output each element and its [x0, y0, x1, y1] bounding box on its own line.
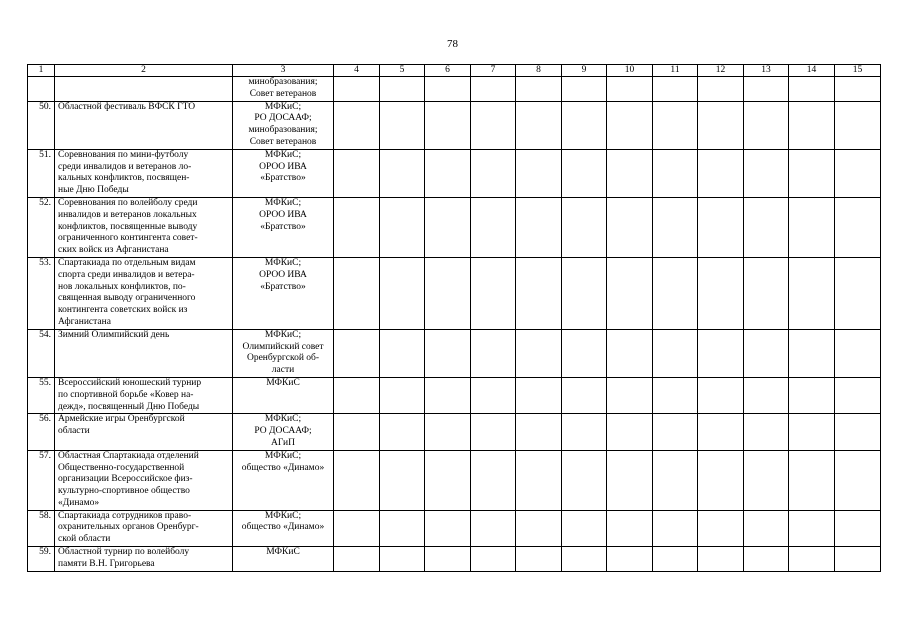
empty-cell-col-14: [789, 197, 835, 257]
row-number: 59.: [28, 547, 55, 572]
table-row: [28, 510, 881, 546]
organizer-cell: [233, 414, 334, 450]
empty-cell-col-8: [516, 197, 562, 257]
organizer-line: МФКиС;: [264, 510, 302, 521]
empty-cell-col-7: [471, 377, 516, 413]
empty-cell-col-15: [835, 257, 881, 329]
event-name-line: Соревнования по волейболу среди: [58, 197, 198, 208]
table-body: [28, 77, 881, 572]
empty-cell-col-12: [698, 377, 744, 413]
empty-cell-col-7: [471, 101, 516, 149]
organizer-line: общество «Динамо»: [241, 462, 325, 473]
empty-cell-col-12: [698, 197, 744, 257]
event-name-line: Армейские игры Оренбургской: [58, 414, 185, 425]
row-number: 55.: [28, 377, 55, 413]
organizer-line: Совет ветеранов: [249, 88, 317, 99]
column-header-1: 1: [28, 65, 55, 77]
event-name-cell: [55, 257, 233, 329]
empty-cell-col-12: [698, 450, 744, 510]
empty-cell-col-9: [562, 329, 607, 377]
empty-cell-col-12: [698, 329, 744, 377]
empty-cell-col-13: [744, 257, 789, 329]
event-name-line: по спортивной борьбе «Ковер на-: [58, 389, 194, 400]
empty-cell-col-4: [334, 149, 380, 197]
empty-cell-col-5: [380, 149, 425, 197]
organizer-line: «Братство»: [260, 173, 306, 184]
organizer-line: общество «Динамо»: [241, 522, 325, 533]
event-name-line: контингента советских войск из: [58, 305, 188, 316]
empty-cell-col-7: [471, 450, 516, 510]
empty-cell-col-8: [516, 547, 562, 572]
event-name-line: кальных конфликтов, посвящен-: [58, 173, 190, 184]
organizer-line: МФКиС;: [264, 329, 302, 340]
organizer-cell: [233, 77, 334, 102]
column-header-11: 11: [653, 65, 698, 77]
empty-cell-col-9: [562, 510, 607, 546]
empty-cell-col-11: [653, 510, 698, 546]
table-row: [28, 197, 881, 257]
empty-cell-col-7: [471, 257, 516, 329]
empty-cell-col-6: [425, 414, 471, 450]
organizer-line: МФКиС;: [264, 197, 302, 208]
column-header-9: 9: [562, 65, 607, 77]
event-name-cell: [55, 510, 233, 546]
column-header-5: 5: [380, 65, 425, 77]
empty-cell-col-8: [516, 329, 562, 377]
empty-cell-col-4: [334, 197, 380, 257]
column-header-3: 3: [233, 65, 334, 77]
empty-cell-col-15: [835, 197, 881, 257]
column-header-row: [28, 65, 881, 77]
empty-cell-col-9: [562, 77, 607, 102]
empty-cell-col-9: [562, 101, 607, 149]
table-row: [28, 450, 881, 510]
empty-cell-col-4: [334, 377, 380, 413]
event-name-cell: [55, 329, 233, 377]
organizer-line: МФКиС;: [264, 450, 302, 461]
column-header-8: 8: [516, 65, 562, 77]
empty-cell-col-10: [607, 149, 653, 197]
empty-cell-col-11: [653, 329, 698, 377]
organizer-line: ласти: [271, 365, 295, 376]
event-name-cell: [55, 197, 233, 257]
table-row: [28, 257, 881, 329]
empty-cell-col-5: [380, 77, 425, 102]
organizer-cell: [233, 377, 334, 413]
empty-cell-col-15: [835, 101, 881, 149]
empty-cell-col-14: [789, 257, 835, 329]
event-name-cell: [55, 101, 233, 149]
empty-cell-col-15: [835, 149, 881, 197]
organizer-line: Оренбургской об-: [246, 353, 320, 364]
empty-cell-col-4: [334, 77, 380, 102]
empty-cell-col-8: [516, 77, 562, 102]
empty-cell-col-10: [607, 329, 653, 377]
empty-cell-col-10: [607, 101, 653, 149]
organizer-line: МФКиС;: [264, 149, 302, 160]
empty-cell-col-12: [698, 257, 744, 329]
event-name-line: среди инвалидов и ветеранов ло-: [58, 161, 192, 172]
organizer-cell: [233, 510, 334, 546]
organizer-line: РО ДОСААФ;: [254, 113, 312, 124]
empty-cell-col-4: [334, 257, 380, 329]
organizer-cell: [233, 149, 334, 197]
empty-cell-col-10: [607, 510, 653, 546]
empty-cell-col-7: [471, 414, 516, 450]
empty-cell-col-15: [835, 377, 881, 413]
row-number: [28, 77, 55, 102]
empty-cell-col-8: [516, 450, 562, 510]
organizer-line: ОРОО ИВА: [259, 269, 307, 280]
event-name-line: Зимний Олимпийский день: [58, 329, 170, 340]
empty-cell-col-6: [425, 197, 471, 257]
event-name-line: Спартакиада сотрудников право-: [58, 510, 192, 521]
empty-cell-col-4: [334, 547, 380, 572]
empty-cell-col-6: [425, 450, 471, 510]
column-header-6: 6: [425, 65, 471, 77]
organizer-line: АГиП: [271, 437, 295, 448]
event-name-line: охранительных органов Оренбург-: [58, 522, 199, 533]
empty-cell-col-15: [835, 510, 881, 546]
row-number: 50.: [28, 101, 55, 149]
organizer-cell: [233, 101, 334, 149]
empty-cell-col-9: [562, 257, 607, 329]
event-name-line: Спартакиада по отдельным видам: [58, 257, 196, 268]
organizer-line: «Братство»: [260, 221, 306, 232]
empty-cell-col-15: [835, 414, 881, 450]
empty-cell-col-13: [744, 377, 789, 413]
organizer-line: РО ДОСААФ;: [254, 426, 312, 437]
empty-cell-col-6: [425, 377, 471, 413]
empty-cell-col-6: [425, 101, 471, 149]
empty-cell-col-5: [380, 510, 425, 546]
table-row: [28, 547, 881, 572]
organizer-line: МФКиС: [266, 547, 300, 558]
event-name-line: дежд», посвященный Дню Победы: [58, 401, 200, 412]
empty-cell-col-11: [653, 450, 698, 510]
empty-cell-col-15: [835, 329, 881, 377]
event-name-cell: [55, 149, 233, 197]
organizer-line: ОРОО ИВА: [259, 209, 307, 220]
column-header-2: 2: [55, 65, 233, 77]
empty-cell-col-10: [607, 197, 653, 257]
empty-cell-col-5: [380, 197, 425, 257]
empty-cell-col-14: [789, 329, 835, 377]
event-name-line: нов локальных конфликтов, по-: [58, 281, 186, 292]
empty-cell-col-7: [471, 197, 516, 257]
empty-cell-col-14: [789, 510, 835, 546]
row-number: 57.: [28, 450, 55, 510]
empty-cell-col-6: [425, 77, 471, 102]
row-number: 58.: [28, 510, 55, 546]
empty-cell-col-5: [380, 101, 425, 149]
empty-cell-col-5: [380, 450, 425, 510]
empty-cell-col-5: [380, 547, 425, 572]
column-header-12: 12: [698, 65, 744, 77]
empty-cell-col-12: [698, 77, 744, 102]
organizer-cell: [233, 197, 334, 257]
empty-cell-col-5: [380, 414, 425, 450]
column-header-13: 13: [744, 65, 789, 77]
event-name-line: Соревнования по мини-футболу: [58, 149, 189, 160]
row-number: 54.: [28, 329, 55, 377]
empty-cell-col-4: [334, 101, 380, 149]
empty-cell-col-6: [425, 149, 471, 197]
table-row: [28, 149, 881, 197]
empty-cell-col-11: [653, 257, 698, 329]
event-name-line: Областной турнир по волейболу: [58, 547, 190, 558]
empty-cell-col-10: [607, 377, 653, 413]
event-name-line: организации Всероссийское физ-: [58, 474, 193, 485]
column-header-15: 15: [835, 65, 881, 77]
event-name-line: ограниченного контингента совет-: [58, 233, 198, 244]
empty-cell-col-11: [653, 101, 698, 149]
organizer-line: минобразования;: [248, 77, 318, 87]
event-name-line: Областная Спартакиада отделений: [58, 450, 199, 461]
empty-cell-col-14: [789, 450, 835, 510]
organizer-line: МФКиС: [266, 377, 300, 388]
event-name-cell: [55, 450, 233, 510]
organizer-cell: [233, 329, 334, 377]
event-name-line: священная выводу ограниченного: [58, 293, 196, 304]
empty-cell-col-9: [562, 149, 607, 197]
empty-cell-col-11: [653, 77, 698, 102]
empty-cell-col-11: [653, 149, 698, 197]
event-name-line: Общественно-государственной: [58, 462, 185, 473]
empty-cell-col-15: [835, 547, 881, 572]
empty-cell-col-13: [744, 450, 789, 510]
empty-cell-col-14: [789, 149, 835, 197]
empty-cell-col-5: [380, 377, 425, 413]
event-name-line: Афганистана: [58, 316, 111, 327]
empty-cell-col-7: [471, 510, 516, 546]
organizer-line: «Братство»: [260, 281, 306, 292]
empty-cell-col-10: [607, 414, 653, 450]
table-row: [28, 77, 881, 102]
empty-cell-col-10: [607, 257, 653, 329]
event-name-line: инвалидов и ветеранов локальных: [58, 209, 197, 220]
empty-cell-col-4: [334, 450, 380, 510]
events-table: [27, 64, 881, 572]
empty-cell-col-13: [744, 510, 789, 546]
empty-cell-col-4: [334, 510, 380, 546]
event-name-line: Областной фестиваль ВФСК ГТО: [58, 101, 196, 112]
empty-cell-col-8: [516, 257, 562, 329]
row-number: 52.: [28, 197, 55, 257]
empty-cell-col-6: [425, 547, 471, 572]
event-name-line: спорта среди инвалидов и ветера-: [58, 269, 195, 280]
empty-cell-col-13: [744, 101, 789, 149]
column-header-14: 14: [789, 65, 835, 77]
table-row: [28, 101, 881, 149]
empty-cell-col-10: [607, 547, 653, 572]
column-header-4: 4: [334, 65, 380, 77]
organizer-cell: [233, 547, 334, 572]
empty-cell-col-15: [835, 77, 881, 102]
empty-cell-col-6: [425, 257, 471, 329]
empty-cell-col-13: [744, 547, 789, 572]
organizer-line: ОРОО ИВА: [259, 161, 307, 172]
empty-cell-col-13: [744, 197, 789, 257]
empty-cell-col-14: [789, 414, 835, 450]
organizer-line: МФКиС;: [264, 101, 302, 112]
organizer-line: Олимпийский совет: [242, 341, 324, 352]
empty-cell-col-7: [471, 547, 516, 572]
empty-cell-col-12: [698, 510, 744, 546]
empty-cell-col-13: [744, 414, 789, 450]
empty-cell-col-11: [653, 414, 698, 450]
empty-cell-col-12: [698, 149, 744, 197]
empty-cell-col-5: [380, 329, 425, 377]
empty-cell-col-9: [562, 377, 607, 413]
event-name-line: «Динамо»: [58, 497, 100, 508]
event-name-line: конфликтов, посвященные выводу: [58, 221, 198, 232]
empty-cell-col-8: [516, 510, 562, 546]
table-row: [28, 329, 881, 377]
event-name-line: памяти В.Н. Григорьева: [58, 558, 155, 569]
event-name-cell: [55, 77, 233, 102]
organizer-cell: [233, 257, 334, 329]
empty-cell-col-14: [789, 101, 835, 149]
event-name-line: Всероссийский юношеский турнир: [58, 377, 202, 388]
empty-cell-col-9: [562, 197, 607, 257]
empty-cell-col-13: [744, 149, 789, 197]
empty-cell-col-7: [471, 77, 516, 102]
empty-cell-col-13: [744, 77, 789, 102]
event-name-line: культурно-спортивное общество: [58, 486, 190, 497]
organizer-line: Совет ветеранов: [249, 136, 317, 147]
event-name-line: ные Дню Победы: [58, 185, 129, 196]
page-number: 78: [447, 38, 458, 50]
empty-cell-col-5: [380, 257, 425, 329]
empty-cell-col-9: [562, 450, 607, 510]
organizer-line: МФКиС;: [264, 414, 302, 425]
event-name-cell: [55, 547, 233, 572]
empty-cell-col-7: [471, 149, 516, 197]
table-row: [28, 377, 881, 413]
empty-cell-col-13: [744, 329, 789, 377]
row-number: 51.: [28, 149, 55, 197]
empty-cell-col-12: [698, 547, 744, 572]
empty-cell-col-15: [835, 450, 881, 510]
empty-cell-col-8: [516, 414, 562, 450]
table-row: [28, 414, 881, 450]
column-header-7: 7: [471, 65, 516, 77]
empty-cell-col-9: [562, 414, 607, 450]
organizer-line: минобразования;: [248, 125, 318, 136]
empty-cell-col-8: [516, 377, 562, 413]
empty-cell-col-14: [789, 377, 835, 413]
empty-cell-col-8: [516, 149, 562, 197]
empty-cell-col-12: [698, 414, 744, 450]
empty-cell-col-4: [334, 414, 380, 450]
column-header-10: 10: [607, 65, 653, 77]
empty-cell-col-10: [607, 77, 653, 102]
organizer-cell: [233, 450, 334, 510]
organizer-line: МФКиС;: [264, 257, 302, 268]
empty-cell-col-8: [516, 101, 562, 149]
empty-cell-col-11: [653, 197, 698, 257]
event-name-line: области: [58, 426, 90, 437]
empty-cell-col-6: [425, 510, 471, 546]
event-name-line: ских войск из Афганистана: [58, 245, 169, 256]
empty-cell-col-14: [789, 547, 835, 572]
event-name-cell: [55, 377, 233, 413]
event-name-cell: [55, 414, 233, 450]
empty-cell-col-14: [789, 77, 835, 102]
row-number: 53.: [28, 257, 55, 329]
row-number: 56.: [28, 414, 55, 450]
empty-cell-col-6: [425, 329, 471, 377]
empty-cell-col-10: [607, 450, 653, 510]
event-name-line: ской области: [58, 534, 111, 545]
empty-cell-col-11: [653, 547, 698, 572]
empty-cell-col-9: [562, 547, 607, 572]
empty-cell-col-4: [334, 329, 380, 377]
empty-cell-col-12: [698, 101, 744, 149]
empty-cell-col-11: [653, 377, 698, 413]
empty-cell-col-7: [471, 329, 516, 377]
